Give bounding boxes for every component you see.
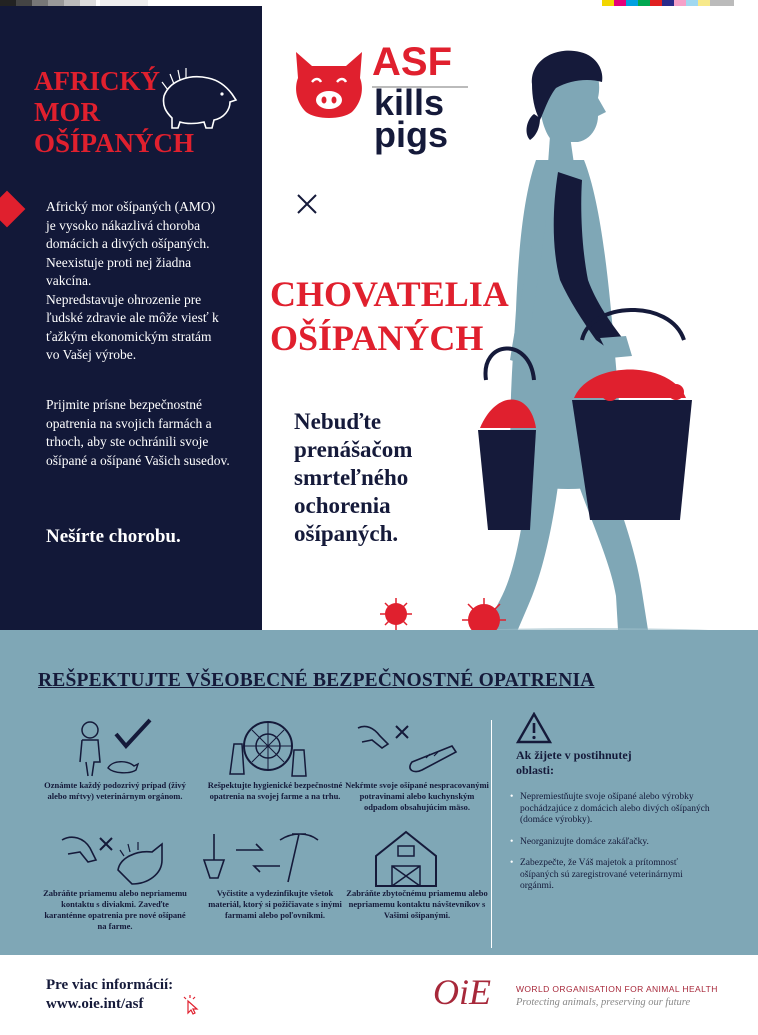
print-swatch: [614, 0, 626, 6]
disease-intro: [46, 198, 246, 365]
logo-asf-text: ASF: [372, 40, 452, 84]
measure-text-hygiene: Rešpektujte hygienické bezpečnostné opatrenia na svojej farme a na trhu.: [207, 780, 343, 801]
affected-item: • Neorganizujte domáce zakáľačky.: [510, 837, 710, 849]
intro-line: ľudské zdravie ale môže viesť k: [46, 310, 219, 325]
title-line: AFRICKÝ: [34, 66, 160, 96]
intro-line: je vysoko nákazlivá choroba: [46, 217, 201, 233]
info-url-link[interactable]: www.oie.int/asf: [46, 996, 144, 1012]
title-line: OŠÍPANÝCH: [34, 128, 195, 158]
logo-kills-text: kills: [374, 82, 445, 123]
no-contact-wild-boar-icon: [58, 830, 168, 888]
organisation-tagline: Protecting animals, preserving our future: [516, 997, 691, 1008]
print-swatch: [650, 0, 662, 6]
wild-boar-outline-icon: [160, 66, 238, 130]
intro-line: vo Vašej výrobe.: [46, 347, 137, 362]
title-line: MOR: [34, 97, 100, 127]
measure-text-disinfect: Vyčistite a vydezinfikujte všetok materiál, ktorý si požičiavate s inými farmami alebo poľovníkmi.: [208, 888, 342, 920]
measure-text-visitors: Zabráňte zbytočnému priamemu alebo nepriamemu kontaktu návštevníkov s Vašimi ošípanými.: [346, 888, 488, 920]
measure-text-report: Oznámte každý podozrivý prípad (živý alebo mŕtvy) veterinárnym orgánom.: [44, 780, 186, 801]
biosecurity-paragraph: Prijmite prísne bezpečnostné opatrenia na svojich farmách a trhoch, aby ste ochránili svoje ošípané a ošípané Vašich susedov.: [46, 397, 230, 468]
print-swatch: [698, 0, 710, 6]
column-divider: [491, 720, 492, 948]
tire-boots-icon: [228, 716, 314, 780]
print-swatch: [710, 0, 734, 6]
dont-spread-text: Nešírte chorobu.: [46, 526, 181, 547]
person-checkmark-icon: [70, 718, 156, 778]
intro-line: Africký mor ošípaných (AMO): [46, 199, 216, 214]
print-swatch: [626, 0, 638, 6]
affected-area-heading: Ak žijete v postihnutej oblasti:: [516, 748, 632, 777]
print-swatch: [602, 0, 614, 6]
affected-area-list: [510, 792, 710, 903]
print-swatch: [638, 0, 650, 6]
warning-triangle-icon: [516, 712, 552, 744]
intro-line: Nepredstavuje ohrozenie pre: [46, 291, 202, 307]
print-swatch: [674, 0, 686, 6]
logo-pigs-text: pigs: [374, 114, 449, 155]
affected-item: • Zabezpečte, že Váš majetok a prítomnosť ošípaných sú zaregistrované veterinárnymi orgánmi.: [510, 858, 710, 893]
print-swatch: [662, 0, 674, 6]
no-feeding-icon: [352, 718, 462, 778]
slogan-text: Nebuďte prenášačom smrteľného ochorenia ošípaných.: [294, 409, 413, 546]
intro-line: Neexistuje proti nej žiadna: [46, 254, 192, 270]
audience-heading: [270, 272, 509, 360]
organisation-name: WORLD ORGANISATION FOR ANIMAL HEALTH: [516, 984, 718, 994]
measure-text-wild-boar: Zabráňte priamemu alebo nepriamemu kontaktu s diviakmi. Zaveďte karanténne opatrenia pre nové ošípané na farme.: [43, 888, 187, 931]
print-swatch: [686, 0, 698, 6]
left-info-panel: [0, 6, 262, 630]
intro-line: ťažkým ekonomickým stratám: [46, 328, 212, 344]
clean-disinfect-tools-icon: [196, 830, 320, 888]
intro-line: vakcína.: [46, 273, 92, 288]
click-cursor-icon: [182, 995, 200, 1015]
intro-line: domácich a divých ošípaných.: [46, 236, 210, 251]
affected-item: • Nepremiestňujte svoje ošípané alebo výrobky pochádzajúce z domácich alebo divých ošípaných (domáce výrobky).: [510, 792, 710, 827]
oie-logo: OiE: [433, 972, 491, 1012]
red-diamond-marker: [0, 191, 25, 228]
audience-line: CHOVATELIA: [270, 274, 509, 314]
audience-line: OŠÍPANÝCH: [270, 318, 484, 358]
pig-face-logo-icon: [290, 48, 368, 124]
measures-heading: REŠPEKTUJTE VŠEOBECNÉ BEZPEČNOSTNÉ OPATRENIA: [38, 670, 595, 691]
biosecurity-measures-section: [0, 630, 758, 955]
multiply-x-icon: [296, 193, 318, 215]
farm-visitors-icon: [368, 826, 444, 890]
more-info-label: Pre viac informácií:: [46, 977, 174, 993]
measure-text-feeding: Nekŕmte svoje ošípané nespracovanými potravinami alebo kuchynským odpadom obsahujúcim mäso.: [345, 780, 489, 812]
